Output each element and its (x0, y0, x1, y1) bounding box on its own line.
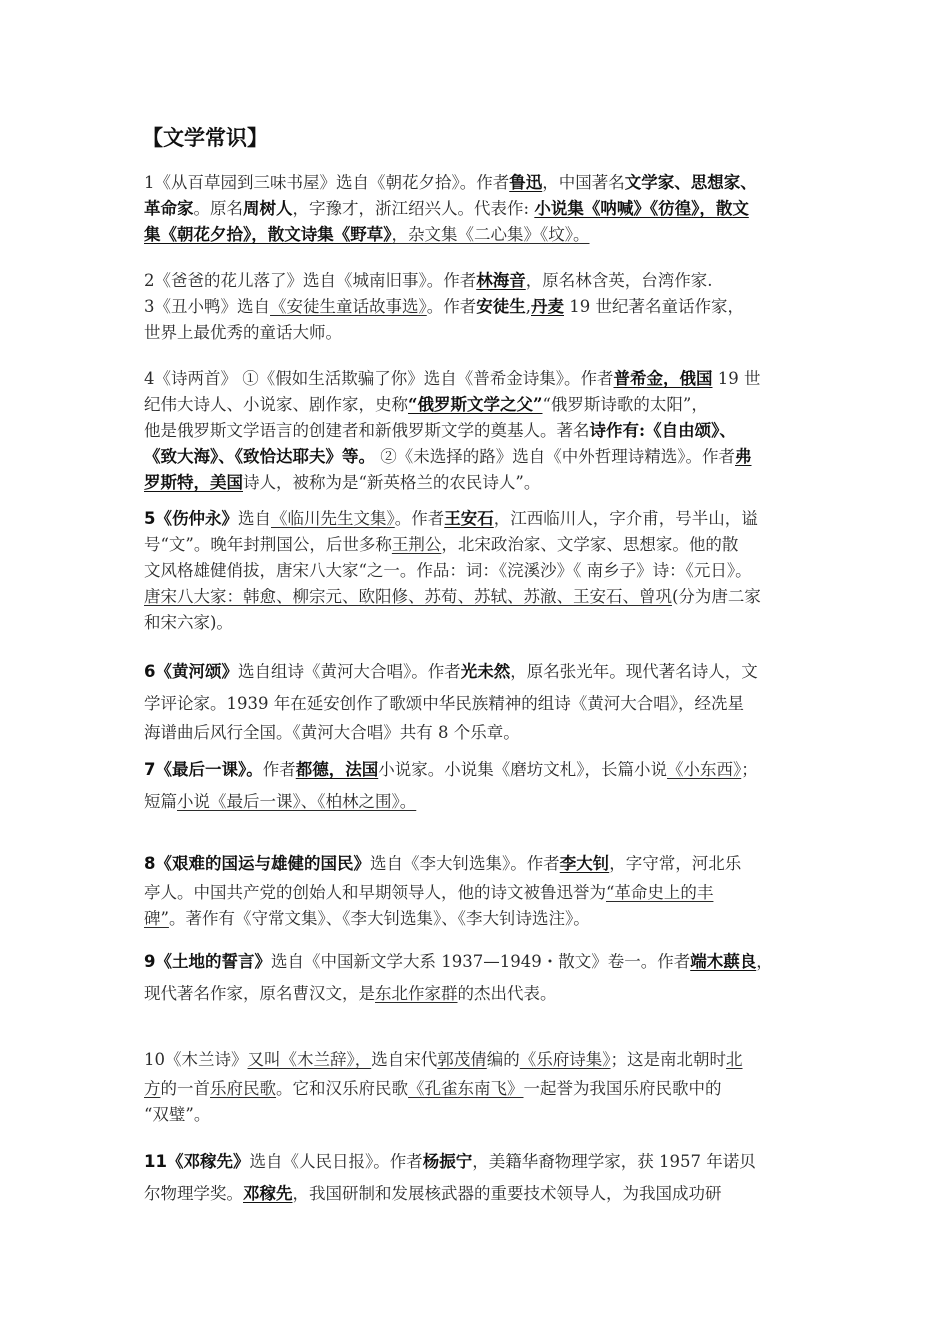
item-10-mulan: 10《木兰诗》又叫《木兰辞》，选自宋代郭茂倩编的《乐府诗集》；这是南北朝时北 方的一首乐府民歌。它和汉乐府民歌《孔雀东南飞》一起誉为我国乐府民歌中的 “双璧”。 (144, 1050, 743, 1124)
item-8-li-dazhao: 8《艰难的国运与雄健的国民》选自《李大钊选集》。作者李大钊，字守常，河北乐 亭人。中国共产党的创始人和早期领导人，他的诗文被鲁迅誉为“革命史上的丰 碑”。著作有《守常文集》、《李大钊选集》、《李大钊诗选注》。 (144, 854, 742, 928)
item-9-land-oath: 9《土地的誓言》选自《中国新文学大系 1937—1949・散文》卷一。作者端木蕻良， 现代著名作家，原名曹汉文，是东北作家群的杰出代表。 (144, 952, 773, 1003)
item-6-yellow-river: 6《黄河颂》选自组诗《黄河大合唱》。作者光未然，原名张光年。现代著名诗人，文 学评论家。1939 年在延安创作了歌颂中华民族精神的组诗《黄河大合唱》，经冼星 海谱曲后风行全国。《黄河大合唱》共有 8 个乐章。 (144, 662, 758, 742)
author-name: 鲁迅 (509, 173, 543, 192)
item-1-lu-xun: 1《从百草园到三味书屋》选自《朝花夕拾》。作者鲁迅，中国著名文学家、思想家、 革命家。原名周树人，字豫才，浙江绍兴人。代表作: 小说集《呐喊》《彷徨》，散文 集《朝花夕拾》，散文诗集《野草》，杂文集《二心集》《坟》。 (144, 173, 757, 244)
section-heading: 【文学常识】 (142, 126, 268, 150)
item-11-deng-jiaxian: 11《邓稼先》选自《人民日报》。作者杨振宁，美籍华裔物理学家，获 1957 年诺贝 尔物理学奖。邓稼先，我国研制和发展核武器的重要技术领导人，为我国成功研 (144, 1152, 756, 1203)
item-4-two-poems: 4《诗两首》 ①《假如生活欺骗了你》选自《普希金诗集》。作者普希金，俄国 19 世 纪伟大诗人、小说家、剧作家，史称“俄罗斯文学之父”“俄罗斯诗歌的太阳”， 他是俄罗斯文学语言的创建者和新俄罗斯文学的奠基人。著名诗作有:《自由颂》、 《致大海》、《致恰达耶夫》等。 ②《未选择的路》选自《中外哲理诗精选》。作者弗 罗斯特，美国诗人，被称为是“新英格兰的农民诗人”。 (144, 369, 761, 492)
item-5-shang-zhongyong: 5《伤仲永》选自《临川先生文集》。作者王安石，江西临川人，字介甫，号半山，谥 号“文”。晚年封荆国公，后世多称王荆公，北宋政治家、文学家、思想家。他的散 文风格雄健俏拔，唐宋八大家“之一。作品：词：《浣溪沙》《 南乡子》诗：《元日》。 唐宋八大家：韩愈、柳宗元、欧阳修、苏荀、苏轼、苏澈、王安石、曾巩(分为唐二家 和宋六家)。 (144, 509, 761, 632)
item-2-3: 2《爸爸的花儿落了》选自《城南旧事》。作者林海音，原名林含英，台湾作家. 3《丑小鸭》选自《安徒生童话故事选》。作者安徒生,丹麦 19 世纪著名童话作家， 世界上最优秀的童话大师。 (144, 271, 744, 342)
item-7-last-lesson: 7《最后一课》。作者都德，法国小说家。小说集《磨坊文札》，长篇小说《小东西》； 短篇小说《最后一课》、《柏林之围》。 (144, 760, 758, 811)
author-name: 林海音 (476, 271, 526, 290)
